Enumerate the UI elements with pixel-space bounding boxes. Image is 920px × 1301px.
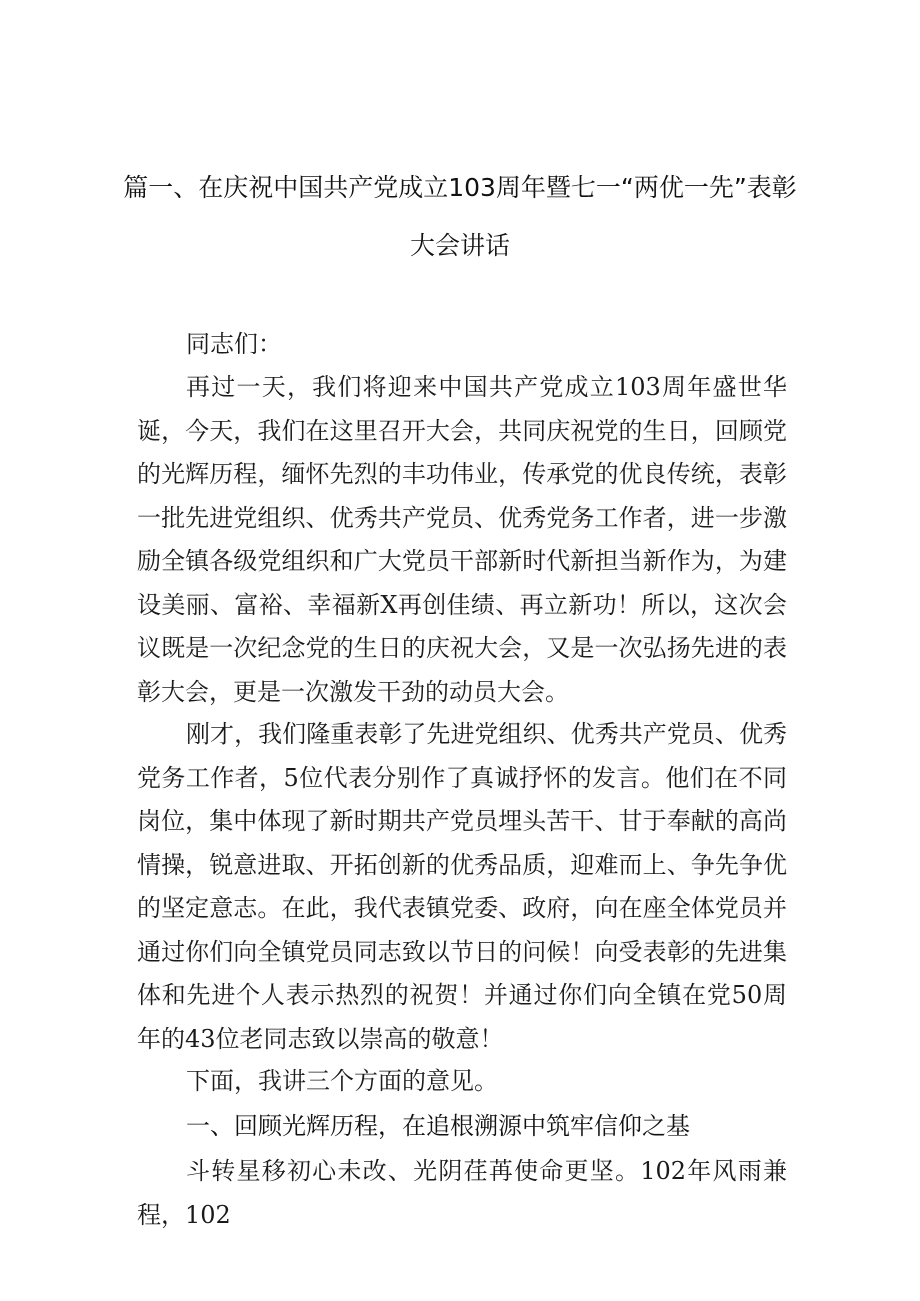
document-title-line-1: 篇一、在庆祝中国共产党成立103周年暨七一“两优一先”表彰 [123,173,797,202]
paragraph-4: 斗转星移初心未改、光阴荏苒使命更坚。102年风雨兼程，102 [137,1157,787,1229]
paragraph-1: 再过一天，我们将迎来中国共产党成立103周年盛世华诞，今天，我们在这里召开大会，共同庆祝党的生日，回顾党的光辉历程，缅怀先烈的丰功伟业，传承党的优良传统，表彰一批先进党组织、优秀共产党员、优秀党务工作者，进一步激励全镇各级党组织和广大党员干部新时代新担当新作为，为建设美丽、富裕、幸福新X再创佳绩、再立新功！所以，这次会议既是一次纪念党的生日的庆祝大会，又是一次弘扬先进的表彰大会，更是一次激发干劲的动员大会。 [137,373,787,706]
paragraph-2: 刚才，我们隆重表彰了先进党组织、优秀共产党员、优秀党务工作者，5位代表分别作了真诚抒怀的发言。他们在不同岗位，集中体现了新时期共产党员埋头苦干、甘于奉献的高尚情操，锐意进取、开拓创新的优秀品质，迎难而上、争先争优的坚定意志。在此，我代表镇党委、政府，向在座全体党员并通过你们向全镇党员同志致以节日的问候！向受表彰的先进集体和先进个人表示热烈的祝贺！并通过你们向全镇在党50周年的43位老同志致以崇高的敬意！ [137,720,787,1053]
section-heading-1: 一、回顾光辉历程，在追根溯源中筑牢信仰之基 [186,1112,690,1140]
document-title-line-2: 大会讲话 [409,231,510,260]
paragraph-3: 下面，我讲三个方面的意见。 [186,1067,498,1095]
salutation: 同志们： [186,330,282,358]
